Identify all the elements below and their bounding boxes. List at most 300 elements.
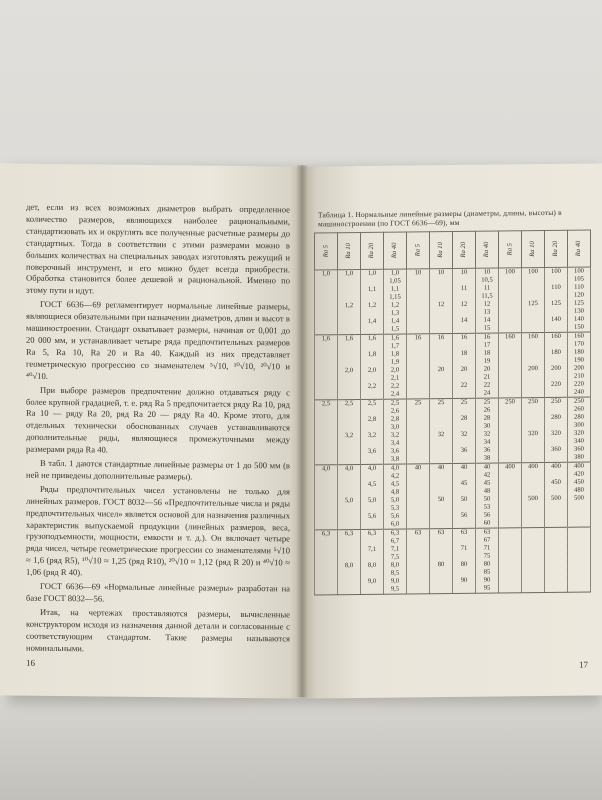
- table-cell: [522, 552, 545, 560]
- column-header-label: Ra 40: [483, 241, 491, 258]
- table-cell: [522, 576, 545, 584]
- table-cell: 1,3: [384, 309, 407, 317]
- table-cell: [338, 521, 361, 530]
- table-cell: 10: [430, 268, 453, 277]
- table-cell: [338, 538, 361, 546]
- column-header: [315, 233, 338, 270]
- table-cell: [315, 367, 338, 375]
- table-cell: 16: [407, 334, 430, 343]
- table-cell: [522, 438, 545, 446]
- table-cell: [407, 374, 430, 382]
- table-cell: [499, 422, 522, 430]
- table-cell: [315, 578, 338, 586]
- table-cell: [499, 560, 522, 568]
- table-cell: 160: [568, 332, 591, 341]
- table-cell: [545, 292, 568, 300]
- table-cell: 10,5: [476, 277, 499, 285]
- table-cell: [338, 546, 361, 554]
- table-cell: [453, 325, 476, 334]
- table-cell: 250: [499, 398, 522, 407]
- table-cell: [453, 309, 476, 317]
- table-cell: [315, 351, 338, 359]
- table-cell: [499, 495, 522, 503]
- table-cell: 45: [453, 480, 476, 488]
- table-cell: 250: [568, 397, 591, 406]
- table-cell: 13: [476, 309, 499, 317]
- table-cell: [522, 349, 545, 357]
- table-cell: 3,8: [384, 455, 407, 464]
- table-cell: [499, 324, 522, 333]
- table-cell: 34: [476, 439, 499, 447]
- table-cell: 240: [568, 389, 591, 398]
- paragraph: Итак, на чертежах проставляются размеры, вычисленные конструктором исходя из назначения данной детали и согласованные с соответствующим стандартом. Такие размеры называются номинальными.: [26, 606, 290, 653]
- table-cell: [315, 481, 338, 489]
- table-cell: 16: [476, 333, 499, 342]
- table-cell: [453, 439, 476, 447]
- table-cell: 100: [568, 267, 591, 276]
- table-cell: 20: [430, 366, 453, 374]
- table-cell: [568, 552, 591, 560]
- table-cell: [499, 471, 522, 479]
- book-gutter: [296, 165, 308, 697]
- table-cell: [522, 454, 545, 463]
- table-cell: 4,5: [361, 481, 384, 489]
- table-cell: 100: [522, 268, 545, 277]
- table-cell: [499, 316, 522, 324]
- table-cell: 8,0: [338, 562, 361, 570]
- table-cell: [407, 439, 430, 447]
- table-cell: 125: [568, 300, 591, 308]
- table-cell: [338, 278, 361, 286]
- column-header: [568, 230, 591, 267]
- table-cell: [430, 309, 453, 317]
- table-cell: 300: [568, 422, 591, 430]
- table-cell: [430, 472, 453, 480]
- table-cell: [430, 277, 453, 285]
- table-cell: 2,2: [384, 382, 407, 390]
- table-cell: [407, 447, 430, 455]
- table-cell: 16: [453, 333, 476, 342]
- table-cell: [407, 277, 430, 285]
- table-cell: [361, 489, 384, 497]
- table-cell: [522, 406, 545, 414]
- table-cell: [407, 350, 430, 358]
- table-cell: 160: [499, 333, 522, 342]
- table-cell: [338, 554, 361, 562]
- table-cell: [430, 488, 453, 496]
- table-cell: [338, 473, 361, 481]
- table-cell: [499, 349, 522, 357]
- table-cell: 22: [476, 382, 499, 390]
- table-cell: [453, 358, 476, 366]
- table-cell: [499, 414, 522, 422]
- table-cell: [338, 424, 361, 432]
- table-cell: [522, 422, 545, 430]
- column-header-label: Ra 5: [414, 244, 422, 257]
- table-cell: [361, 473, 384, 481]
- table-cell: 4,0: [384, 464, 407, 473]
- table-cell: 5,0: [361, 497, 384, 505]
- table-cell: [338, 408, 361, 416]
- column-header: [545, 230, 568, 267]
- table-cell: [407, 358, 430, 366]
- table-cell: 8,0: [361, 562, 384, 570]
- table-cell: [499, 528, 522, 537]
- table-cell: 71: [453, 545, 476, 553]
- table-cell: [338, 505, 361, 513]
- table-cell: 16: [430, 333, 453, 342]
- table-cell: [430, 342, 453, 350]
- table-cell: 105: [568, 276, 591, 284]
- table-cell: [545, 536, 568, 544]
- table-cell: 25: [476, 398, 499, 407]
- table-cell: [407, 480, 430, 488]
- table-cell: [568, 527, 591, 536]
- table-cell: [545, 487, 568, 495]
- table-cell: 1,4: [361, 318, 384, 326]
- table-cell: 38: [476, 455, 499, 464]
- table-cell: [545, 341, 568, 349]
- table-cell: 28: [453, 415, 476, 423]
- table-cell: 4,8: [384, 488, 407, 496]
- paragraph: дет, если из всех возможных диаметров выбрать определенное количество размеров, являющихся наиболее рациональными, стандартизовать их и округлять все полученные расчетные размеры до стандартных. Тогда в соответствии с этими размерами можно в больших количествах на специальных заводах изготовлять режущий и поверочный инструмент, и его можно будет всегда приобрести. Обработка становится более дешевой и рациональной. Именно по этому пути и идут.: [26, 201, 290, 296]
- table-cell: [338, 310, 361, 318]
- table-cell: [430, 293, 453, 301]
- table-cell: 2,4: [384, 390, 407, 399]
- table-cell: 42: [476, 472, 499, 480]
- table-cell: [407, 431, 430, 439]
- table-cell: [522, 324, 545, 333]
- column-header: [499, 231, 522, 268]
- table-cell: [499, 519, 522, 528]
- table-cell: 250: [545, 397, 568, 406]
- table-caption: Таблица 1. Нормальные линейные размеры (диаметры, длины, высоты) в машиностроении (по ГОСТ 6636—69), мм: [318, 207, 562, 229]
- table-cell: 280: [568, 414, 591, 422]
- table-cell: [338, 456, 361, 465]
- table-cell: 36: [476, 447, 499, 455]
- table-cell: [338, 440, 361, 448]
- table-cell: [407, 325, 430, 334]
- table-cell: [453, 569, 476, 577]
- table-cell: [315, 505, 338, 513]
- table-cell: [361, 359, 384, 367]
- table-cell: [315, 359, 338, 367]
- paragraph: В табл. 1 даются стандартные линейные размеры от 1 до 500 мм (в ней не приведены дополнительные размеры).: [26, 457, 290, 482]
- table-cell: 4,0: [315, 465, 338, 474]
- table-cell: [545, 552, 568, 560]
- table-cell: [522, 292, 545, 300]
- table-cell: [545, 276, 568, 284]
- table-cell: [453, 342, 476, 350]
- table-cell: 2,8: [384, 415, 407, 423]
- table-cell: 1,4: [384, 317, 407, 325]
- table-cell: [407, 537, 430, 545]
- table-cell: 320: [568, 430, 591, 438]
- table-cell: [338, 286, 361, 294]
- table-cell: [315, 391, 338, 400]
- column-header-label: Ra 10: [437, 242, 445, 258]
- table-cell: 6,0: [384, 520, 407, 529]
- table-cell: [499, 430, 522, 438]
- table-cell: [315, 343, 338, 351]
- table-cell: 1,0: [361, 269, 384, 278]
- table-cell: 60: [476, 520, 499, 529]
- table-cell: [338, 586, 361, 595]
- table-cell: [568, 511, 591, 519]
- table-cell: [522, 511, 545, 519]
- sizes-table: [314, 230, 591, 596]
- table-cell: [315, 383, 338, 391]
- table-cell: 200: [568, 365, 591, 373]
- table-cell: 12: [430, 301, 453, 309]
- table-cell: [361, 326, 384, 335]
- table-cell: [499, 503, 522, 511]
- table-cell: [522, 519, 545, 528]
- column-header: [430, 231, 453, 268]
- table-cell: 160: [522, 333, 545, 342]
- table-cell: 2,1: [384, 374, 407, 382]
- table-body: [315, 267, 591, 595]
- table-cell: [361, 278, 384, 286]
- table-cell: 17: [476, 342, 499, 350]
- table-cell: [407, 577, 430, 585]
- table-cell: 4,5: [384, 480, 407, 488]
- table-cell: 11: [453, 285, 476, 293]
- table-cell: [499, 511, 522, 519]
- column-header: [453, 231, 476, 268]
- table-cell: [315, 521, 338, 530]
- table-cell: 40: [453, 463, 476, 472]
- table-cell: [522, 316, 545, 324]
- table-cell: 250: [522, 398, 545, 407]
- table-cell: 1,6: [338, 334, 361, 343]
- table-cell: 400: [522, 463, 545, 472]
- table-cell: [315, 432, 338, 440]
- table-cell: [499, 479, 522, 487]
- table-cell: [430, 350, 453, 358]
- table-cell: 40: [407, 464, 430, 473]
- table-cell: [407, 366, 430, 374]
- table-cell: [315, 554, 338, 562]
- column-header-label: Ra 5: [506, 243, 514, 256]
- table-surface: [0, 690, 602, 800]
- table-cell: [545, 584, 568, 593]
- table-cell: [407, 488, 430, 496]
- table-cell: 45: [476, 480, 499, 488]
- table-cell: 170: [568, 341, 591, 349]
- table-cell: 10: [476, 268, 499, 277]
- table-cell: [338, 391, 361, 400]
- table-cell: [407, 293, 430, 301]
- table-cell: [338, 481, 361, 489]
- table-cell: 320: [522, 430, 545, 438]
- table-cell: 450: [568, 479, 591, 487]
- column-header-label: Ra 10: [529, 241, 537, 257]
- table-cell: 8,5: [384, 569, 407, 577]
- paragraph: При выборе размеров предпочтение должно отдаваться ряду с более крупной градацией, т. е. ряд Ra 5 предпочитается ряду Ra 10, ряд Ra 10 — ряду Ra 20, ряд Ra 20 — ряду Ra 40. Кроме этого, для отдельных технически обоснованных случаев устанавливаются дополнительные ряды, являющиеся промежуточными между размерами ряда Ra 40.: [26, 384, 290, 455]
- table-cell: [430, 577, 453, 585]
- table-cell: [545, 576, 568, 584]
- table-cell: 36: [453, 447, 476, 455]
- table-cell: [522, 373, 545, 381]
- table-cell: 53: [476, 504, 499, 512]
- table-cell: [315, 586, 338, 595]
- table-cell: [430, 415, 453, 423]
- table-cell: 125: [545, 300, 568, 308]
- table-cell: 220: [545, 381, 568, 389]
- table-cell: 18: [476, 350, 499, 358]
- paragraph: ГОСТ 6636—69 «Нормальные линейные размеры» разработан на базе ГОСТ 8032—56.: [26, 580, 290, 604]
- table-cell: [545, 308, 568, 316]
- table-cell: 21: [476, 374, 499, 382]
- table-cell: [430, 407, 453, 415]
- table-cell: [499, 357, 522, 365]
- table-cell: 360: [568, 446, 591, 454]
- table-cell: [407, 553, 430, 561]
- table-cell: [453, 407, 476, 415]
- table-cell: 40: [476, 463, 499, 472]
- table-cell: [545, 422, 568, 430]
- table-cell: [361, 538, 384, 546]
- paragraph: ГОСТ 6636—69 регламентирует нормальные линейные размеры, являющиеся обязательными при назначении диаметров, длин и высот в машиностроении. Стандарт охватывает размеры, начиная от 0,001 до 20 000 мм, и устанавливает четыре ряда предпочтительных размеров Ra 5, Ra 10, Ra 20 и Ra 40. Каждый из них представляет геометрическую прогрессию со знаменателем ⁵√10, ¹⁰√10, ²⁰√10 и ⁴⁰√10.: [26, 299, 290, 381]
- table-cell: [407, 301, 430, 309]
- table-cell: 1,1: [361, 286, 384, 294]
- table-cell: 5,3: [384, 504, 407, 512]
- table-cell: [361, 294, 384, 302]
- table-cell: [361, 456, 384, 465]
- column-header-label: Ra 20: [552, 241, 560, 257]
- table-cell: 1,05: [384, 277, 407, 285]
- left-page-number: 16: [26, 657, 35, 668]
- table-cell: 1,2: [361, 302, 384, 310]
- table-cell: [522, 560, 545, 568]
- table-cell: 210: [568, 373, 591, 381]
- table-cell: [315, 440, 338, 448]
- table-cell: 420: [568, 471, 591, 479]
- table-cell: [430, 480, 453, 488]
- table-cell: 63: [453, 528, 476, 537]
- table-cell: [315, 294, 338, 302]
- table-cell: 9,0: [384, 577, 407, 585]
- table-cell: [499, 544, 522, 552]
- table-cell: [568, 519, 591, 528]
- table-cell: 450: [545, 479, 568, 487]
- table-cell: 95: [476, 585, 499, 594]
- table-cell: [522, 284, 545, 292]
- table-cell: [499, 552, 522, 560]
- table-cell: [545, 373, 568, 381]
- table-cell: 14: [453, 317, 476, 325]
- table-cell: 9,0: [361, 578, 384, 586]
- table-cell: 6,3: [338, 529, 361, 538]
- table-cell: [522, 568, 545, 576]
- table-cell: 260: [568, 406, 591, 414]
- column-header: [384, 232, 407, 269]
- table-cell: [407, 569, 430, 577]
- table-cell: [361, 375, 384, 383]
- column-header-label: Ra 10: [345, 243, 353, 259]
- table-cell: [430, 504, 453, 512]
- table-cell: [407, 585, 430, 594]
- table-cell: 380: [568, 454, 591, 463]
- table-cell: 7,1: [384, 545, 407, 553]
- table-cell: [545, 389, 568, 398]
- table-cell: [361, 440, 384, 448]
- table-cell: [522, 471, 545, 479]
- table-cell: [568, 544, 591, 552]
- table-cell: 1,0: [338, 269, 361, 278]
- table-cell: [453, 374, 476, 382]
- table-cell: [407, 415, 430, 423]
- table-cell: 63: [430, 528, 453, 537]
- table-cell: 32: [453, 431, 476, 439]
- table-cell: [407, 520, 430, 529]
- table-cell: [361, 505, 384, 513]
- table-cell: [430, 358, 453, 366]
- table-cell: [315, 513, 338, 521]
- table-cell: 6,3: [361, 529, 384, 538]
- table-cell: 2,6: [384, 407, 407, 415]
- table-cell: 1,8: [361, 351, 384, 359]
- column-header-label: Ra 20: [368, 243, 376, 259]
- table-cell: 11,5: [476, 293, 499, 301]
- table-cell: 3,0: [384, 423, 407, 431]
- left-page-text: [26, 202, 290, 657]
- table-cell: 14: [476, 317, 499, 325]
- table-cell: 1,2: [384, 301, 407, 309]
- table-cell: [315, 562, 338, 570]
- table-cell: 125: [522, 300, 545, 308]
- table-cell: 6,3: [315, 530, 338, 539]
- table-cell: [545, 454, 568, 463]
- table-cell: [338, 513, 361, 521]
- table-cell: [499, 341, 522, 349]
- table-cell: 320: [545, 430, 568, 438]
- table-cell: [407, 342, 430, 350]
- table-cell: [407, 561, 430, 569]
- table-cell: [453, 520, 476, 529]
- table-cell: [338, 383, 361, 391]
- table-cell: [453, 585, 476, 594]
- table-cell: [315, 456, 338, 465]
- table-cell: 360: [545, 446, 568, 454]
- table-cell: [522, 308, 545, 316]
- table-cell: 6,3: [384, 529, 407, 538]
- table-cell: [407, 512, 430, 520]
- table-cell: [522, 528, 545, 537]
- table-cell: 130: [568, 308, 591, 316]
- table-cell: 56: [453, 512, 476, 520]
- table-cell: [430, 520, 453, 529]
- table-cell: [545, 527, 568, 536]
- table-cell: [315, 448, 338, 456]
- table-cell: [499, 568, 522, 576]
- table-cell: [522, 503, 545, 511]
- table-cell: [315, 375, 338, 383]
- table-cell: [361, 310, 384, 318]
- table-cell: [545, 503, 568, 511]
- table-cell: 3,6: [384, 447, 407, 455]
- table-cell: 63: [407, 529, 430, 538]
- table-cell: [545, 438, 568, 446]
- table-cell: [407, 455, 430, 464]
- table-cell: 5,0: [338, 497, 361, 505]
- table-cell: [407, 382, 430, 390]
- table-cell: [568, 560, 591, 568]
- table-cell: [522, 276, 545, 284]
- table-cell: [361, 570, 384, 578]
- table-cell: [499, 308, 522, 316]
